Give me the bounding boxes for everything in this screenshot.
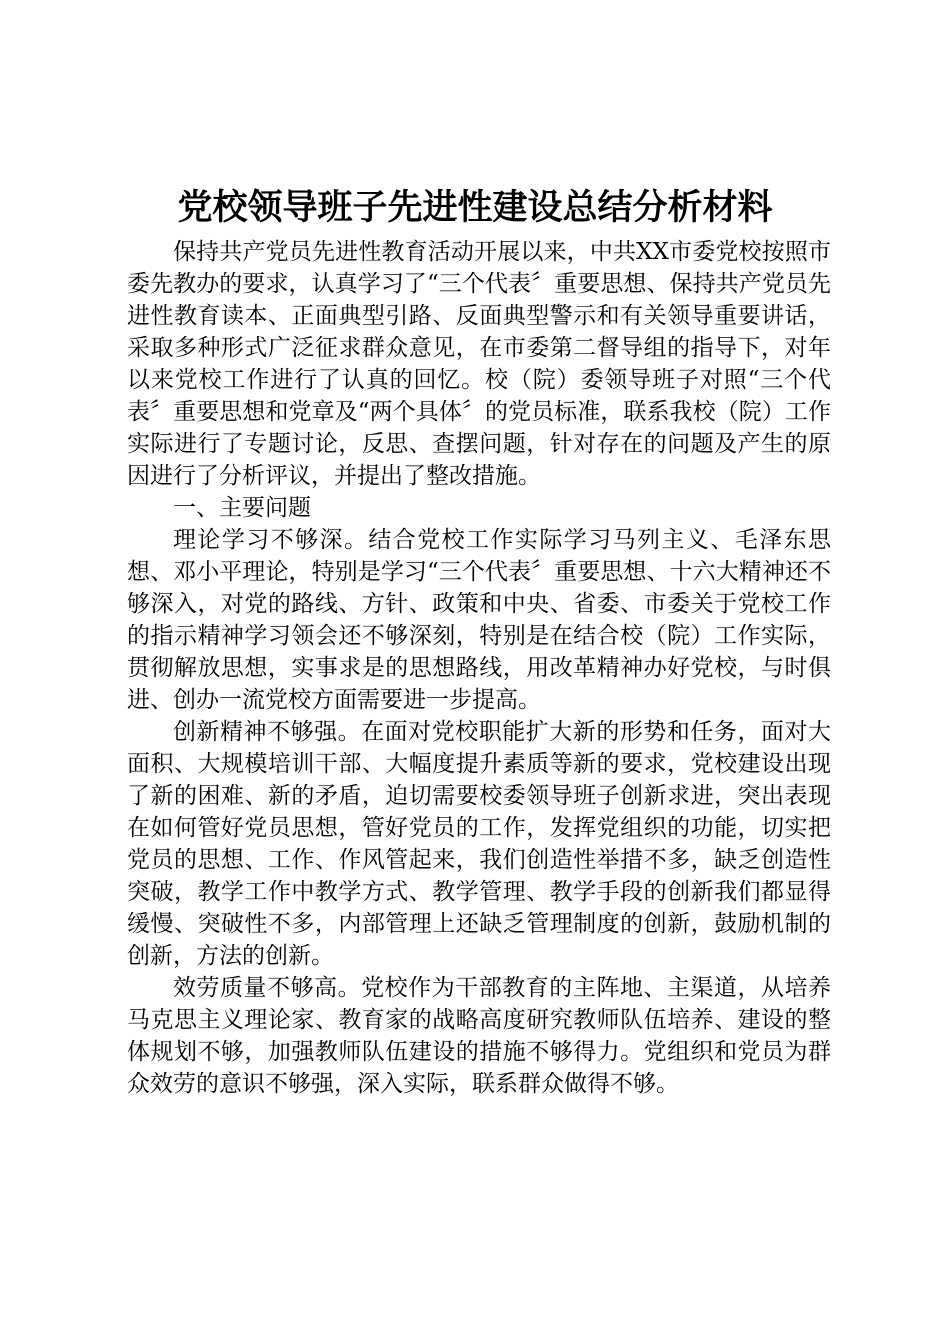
paragraph-service-quality: 效劳质量不够高。党校作为干部教育的主阵地、主渠道，从培养马克思主义理论家、教育家的战略高度研究教师队伍培养、建设的整体规划不够，加强教师队伍建设的措施不够得力。党组织和党员为群众效劳的意识不够强，深入实际，联系群众做得不够。 xyxy=(127,975,831,1097)
document-title: 党校领导班子先进性建设总结分析材料 xyxy=(177,187,773,228)
paragraph-innovation: 创新精神不够强。在面对党校职能扩大新的形势和任务，面对大面积、大规模培训干部、大幅度提升素质等新的要求，党校建设出现了新的困难、新的矛盾，迫切需要校委领导班子创新求进，突出表现在如何管好党员思想，管好党员的工作，发挥党组织的功能，切实把党员的思想、工作、作风管起来，我们创造性举措不多，缺乏创造性突破，教学工作中教学方式、教学管理、教学手段的创新我们都显得缓慢、突破性不多，内部管理上还缺乏管理制度的创新，鼓励机制的创新，方法的创新。 xyxy=(127,719,831,969)
document-body xyxy=(127,236,831,1100)
intro-paragraph: 保持共产党员先进性教育活动开展以来，中共XX市委党校按照市委先教办的要求，认真学习了“三个代表〞重要思想、保持共产党员先进性教育读本、正面典型引路、反面典型警示和有关领导重要讲话，采取多种形式广泛征求群众意见，在市委第二督导组的指导下，对年以来党校工作进行了认真的回忆。校（院）委领导班子对照“三个代表〞重要思想和党章及“两个具体〞的党员标准，联系我校（院）工作实际进行了专题讨论，反思、查摆问题，针对存在的问题及产生的原因进行了分析评议，并提出了整改措施。 xyxy=(127,239,831,489)
section-heading: 一、主要问题 xyxy=(173,495,311,521)
paragraph-theory-study: 理论学习不够深。结合党校工作实际学习马列主义、毛泽东思想、邓小平理论，特别是学习“三个代表〞重要思想、十六大精神还不够深入，对党的路线、方针、政策和中央、省委、市委关于党校工作的指示精神学习领会还不够深刻，特别是在结合校（院）工作实际，贯彻解放思想，实事求是的思想路线，用改革精神办好党校，与时俱进、创办一流党校方面需要进一步提高。 xyxy=(127,527,831,713)
